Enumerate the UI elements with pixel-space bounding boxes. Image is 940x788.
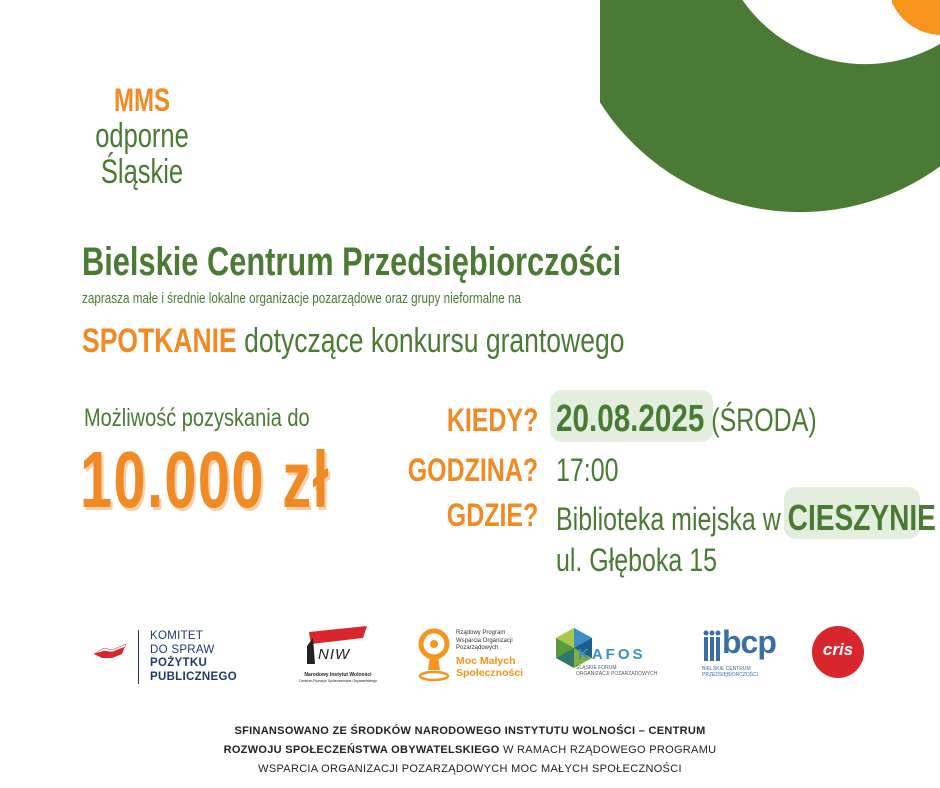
kafos-name: KAFOS [578, 646, 646, 663]
mms-program-name-2: Społeczności [456, 667, 524, 679]
cris-name: cris [822, 640, 854, 659]
niw-name: Narodowy Instytut Wolności [304, 672, 372, 678]
kdspp-line-4: PUBLICZNEGO [150, 670, 237, 683]
kdspp-logo [92, 626, 262, 686]
invite-text: zaprasza małe i średnie lokalne organizacje pozarządowe oraz grupy nieformalne na [82, 290, 522, 307]
mms-program-line-2: Wsparcia Organizacji [456, 637, 513, 644]
mms-program-logo [418, 628, 528, 692]
mms-title: MMS [114, 82, 170, 118]
when-label: KIEDY? [446, 402, 538, 438]
niw-mark: NIW [318, 646, 351, 663]
meeting-highlight: SPOTKANIE [82, 322, 237, 360]
mms-logo [62, 82, 222, 190]
niw-logo [298, 624, 378, 690]
bcp-sub [702, 666, 758, 678]
kafos-logo [552, 626, 667, 686]
bcp-people-icon [702, 630, 722, 666]
sponsor-logos [0, 620, 940, 700]
niw-sub: Centrum Rozwoju Społeczeństwa Obywatelskiego [298, 679, 377, 683]
mms-line-2: odporne [95, 117, 189, 155]
kdspp-divider [138, 630, 139, 684]
funding-line-1-text: SFINANSOWANO ZE ŚRODKÓW NARODOWEGO INSTYTUTU WOLNOŚCI – CENTRUM [234, 725, 706, 737]
mms-program-text [456, 630, 513, 653]
event-date-line [556, 398, 817, 441]
meeting-title [82, 322, 624, 361]
kdspp-line-1: KOMITET [150, 630, 204, 642]
decorative-circle [892, 0, 940, 40]
kdspp-line-3: POŻYTKU [150, 657, 208, 669]
event-date: 20.08.2025 [556, 398, 705, 440]
grant-amount: 10.000 zł [80, 435, 330, 524]
mms-program-line-3: Pozarządowych [456, 645, 499, 651]
funding-line-2b: W RAMACH RZĄDOWEGO PROGRAMU [499, 744, 717, 756]
time-label: GODZINA? [407, 452, 538, 488]
event-place-line [556, 497, 936, 539]
decorative-arc [600, 0, 940, 220]
kafos-sub [576, 665, 657, 677]
meeting-subject: dotyczące konkursu grantowego [244, 322, 625, 360]
mms-program-name-1: Moc Małych [456, 655, 516, 667]
kafos-sub-1: ŚLĄSKIE FORUM [576, 665, 617, 671]
event-city: CIESZYNIE [787, 497, 936, 538]
funding-note [0, 722, 940, 779]
funding-line-2a: ROZWOJU SPOŁECZEŃSTWA OBYWATELSKIEGO [223, 744, 500, 756]
funding-line-3: WSPARCIA ORGANIZACJI POZARZĄDOWYCH MOC MAŁYCH SPOŁECZNOŚCI [258, 763, 682, 775]
cris-logo [812, 626, 864, 678]
event-time: 17:00 [556, 452, 619, 488]
bcp-name: bcp [722, 624, 776, 660]
mms-program-name [456, 655, 523, 679]
poland-flag-icon [92, 640, 128, 670]
grant-label: Możliwość pozyskania do [84, 404, 310, 432]
location-pin-icon [418, 628, 452, 684]
bcp-sub-2: PRZEDSIĘBIORCZOŚCI [702, 672, 759, 678]
funding-line-1 [0, 722, 940, 741]
kdspp-line-2: DO SPRAW [150, 643, 215, 656]
kafos-sub-2: ORGANIZACJI POZARZĄDOWYCH [576, 671, 658, 677]
bcp-sub-1: BIELSKIE CENTRUM [702, 666, 751, 672]
funding-line-2 [0, 741, 940, 760]
headline: Bielskie Centrum Przedsiębiorczości [82, 240, 622, 284]
event-weekday: (ŚRODA) [711, 402, 817, 438]
mms-line-3: Śląskie [100, 153, 184, 191]
place-label: GDZIE? [446, 497, 538, 533]
event-place: Biblioteka miejska w [556, 501, 781, 537]
kdspp-text [150, 630, 237, 684]
bcp-logo [702, 624, 782, 686]
mms-program-line-1: Rządowy Program [456, 630, 506, 636]
event-address: ul. Głęboka 15 [556, 542, 717, 578]
